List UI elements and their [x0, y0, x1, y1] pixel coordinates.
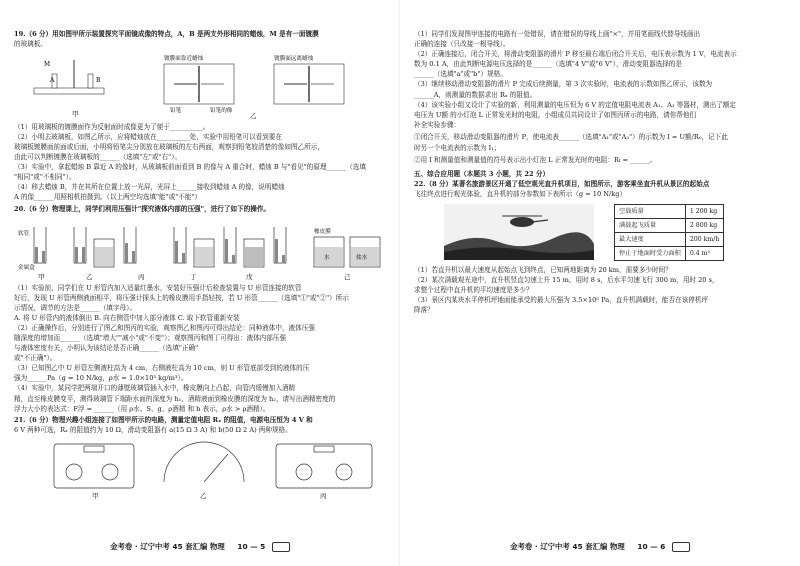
q21c-line-5: ______（选填"a"或"b"）规格。	[414, 70, 507, 79]
q21c-line-10: 补全实验步骤：	[414, 120, 461, 129]
q19-label-M: M	[44, 60, 51, 68]
q19-head: 19.（6 分）用如图甲所示装置探究平面镜成像的特点，A，B 是两支外形相同的蜡烛，M 是有一面镀膜	[14, 30, 319, 38]
q19-label-pencil: 铅笔	[170, 107, 182, 114]
q20-label-ding: 丁	[190, 272, 197, 281]
q20-label-hose: 软管	[18, 230, 30, 237]
q19-label-B: B	[96, 76, 101, 84]
right-footer	[400, 541, 800, 552]
q20-label-yi: 乙	[86, 272, 93, 281]
q21c-line-1: （1）同学们发现图甲连接的电路有一处错误，请在错误的导线上画"×"，并用笔画线代替导线画出	[414, 30, 701, 38]
q21c-line-11: ①闭合开关，移动滑动变阻器的滑片 P，使电流表______（选填"A₁"或"A₂"）的示数为 I = U额/R₀，记下此	[414, 133, 728, 142]
q19-line-4: 由此可以判断镀膜在玻璃板的______（选填"左"或"右"）。	[14, 152, 182, 161]
q21c-line-13: ②用 I 和测量值和测量值的符号表示出小灯泡 L 正常发光时的电阻：Rₗ = ______。	[414, 156, 657, 165]
q20-line-5: （2）正确操作后，分别进行了图乙和图丙的实验，观察图乙和图丙可得出结论：同种液体中，液体压强	[14, 323, 315, 332]
q21c-line-2: 正确的连接（只改接一根导线）。	[414, 40, 510, 49]
q21c-line-9: 电压为 U额 的小灯泡 L 正常发光时的电阻，小组成员共同设计了如图丙所示的电路，请你帮他们	[414, 110, 697, 119]
q20-label-bing: 丙	[138, 272, 145, 281]
q21c-line-3: （2）正确连接后，闭合开关，将滑动变阻器的滑片 P 移至最右端后闭合开关后，电压表示数为 1 V，电流表示	[414, 50, 737, 59]
q21c-line-8: （4）该实验小组又设计了实验的新，利用测量的电压恒为 6 V 的定值电阻电流表 A₁、A₂ 等器材，测出了额定	[414, 100, 736, 109]
q21c-line-7: ______A，则测量的数据求出 Rₓ 的阻值。	[414, 90, 537, 99]
right-column	[414, 30, 790, 316]
q20-label-jia: 甲	[38, 272, 45, 281]
q19-line-1: （1）用玻璃板的镀膜面作为反射面时成像更为了便于__________。	[14, 122, 210, 131]
q22-question-3b: 降落？	[414, 306, 434, 315]
q21-label-bing: 丙	[320, 491, 327, 500]
q20-line-1: （1）实验前，同学们在 U 形管内加入适量红墨水，安装好压强计后检查装置与 U 形管连接的软管	[14, 283, 302, 292]
q20-label-wu: 戊	[246, 272, 253, 281]
table-row	[615, 219, 724, 233]
q19-line-5: （3）实验中，拿起蜡烛 B 靠近 A 的像时，从玻璃板前面看到 B 的像与 A 重合时，蜡烛 B 与"看见"的原理______（选填	[14, 163, 366, 172]
q20-line-2: 好后，发现 U 形管两侧液面相平，将压强计探头上的橡皮膜用手指轻按，若 U 形管______（选填"①"或"②"）所示	[14, 293, 349, 302]
section-5-heading: 五、综合应用题（本题共 3 小题，共 22 分）	[414, 169, 550, 178]
table-cell: 200 km/h	[685, 233, 723, 247]
table-cell: 2 800 kg	[685, 219, 723, 233]
q22-figure-area	[414, 202, 790, 264]
q20-line-9: （3）已知图乙中 U 形管左侧液柱高为 4 cm，右侧液柱高为 10 cm，则 U 形管底部受到的液体的压	[14, 364, 310, 373]
q19-figure	[14, 52, 384, 120]
q19-line-6: "相同"或"不相同"）。	[14, 173, 76, 182]
q19-label-jia: 甲	[72, 109, 79, 118]
q20-line-6: 随深度的增加而______（选填"增大""减小"或"不变"）；观察图丙和图丁可得出：液体内部压强	[14, 334, 287, 342]
q20-label-probe: 金属盒	[18, 264, 35, 271]
q20-label-membrane: 橡皮膜	[314, 228, 331, 235]
q19-label-coated-far: 镀膜面远离蜡烛	[274, 55, 314, 62]
q19-label-A: A	[50, 76, 55, 84]
q21-label-yi: 乙	[200, 491, 207, 500]
right-footer-page: 10 — 6	[637, 542, 666, 551]
q20-line-8: 或"不正确"）。	[14, 354, 57, 363]
q21-head: 21.（6 分）物理兴趣小组连接了如图甲所示的电路，测量定值电阻 Rₓ 的阻值，电源电压恒为 4 V 和	[14, 416, 313, 425]
q20-label-brine: 盐水	[356, 254, 368, 261]
table-cell: 0.4 m²	[685, 247, 723, 261]
left-footer-text: 金考卷 · 辽宁中考 45 套汇编 物理	[110, 542, 225, 551]
q19-label-yi: 乙	[250, 111, 257, 120]
q21-head2: 6 V 两种可选，Rₓ 的阻值约为 10 Ω，滑动变阻器有 a(15 Ω 3 A) 和 b(50 Ω 2 A) 两种规格。	[14, 426, 292, 435]
q19-line-2: （2）小明去玻璃板，如图乙所示，应将蜡烛放在__________处，实验中用铅笔可以看到要在	[14, 132, 282, 141]
right-page	[400, 0, 800, 566]
q20-line-12: 精，直至橡皮膜变平，测得玻璃管下端距水面的深度为 h₁，酒精液面到橡皮膜的深度为 h₂，请写出酒精密度的	[14, 394, 336, 403]
q20-line-4: A. 将 U 形管内的液体倒出 B. 向右侧管中加入部分液体 C. 取下软管重新安装	[14, 313, 240, 322]
q22-question-3: （3）景区内某块水平停机坪地面能承受的最大压强为 3.5×10⁵ Pa，直升机满载时，能否在该停机坪	[414, 296, 709, 305]
q21c-line-4: 数为 0.1 A，由此判断电源电压选择的是______（选填"4 V"或"6 V"），滑动变阻器选择的是	[414, 60, 682, 69]
q22-line-2: 飞往终点进行观光体验，直升机的部分参数如下表所示（g = 10 N/kg）	[414, 190, 627, 199]
q22-question-2: （2）某次满载观光途中，直升机竖直匀速上升 15 m，用时 8 s，后水平匀速飞行 300 m，用时 20 s，	[414, 276, 719, 285]
q22-question-2b: 求整个过程中直升机的平均速度是多少？	[414, 286, 533, 295]
right-footer-text: 金考卷 · 辽宁中考 45 套汇编 物理	[510, 542, 625, 551]
q19-label-pencil-image: 铅笔的像	[210, 107, 233, 114]
q21c-line-6: （3）继续移动滑动变阻器的滑片 P 完成后续测量，第 3 次实验时，电流表的示数如图乙所示，该数为	[414, 80, 713, 89]
q21-figure	[14, 438, 384, 500]
table-cell: 1 200 kg	[685, 205, 723, 219]
q20-label-ji: 己	[344, 272, 351, 281]
table-cell: 停止于地面时受力面积	[615, 247, 686, 261]
left-footer-page: 10 — 5	[237, 542, 266, 551]
table-row	[615, 205, 724, 219]
q20-head: 20.（6 分）物理课上，同学们利用压强计"探究液体内部的压强"，进行了如下的操作。	[14, 204, 271, 213]
q20-line-10: 强为______Pa（g = 10 N/kg，ρ水 = 1.0×10³ kg/m³）。	[14, 374, 188, 383]
q20-line-11: （4）实验中，某同学把两端开口的薄壁玻璃管插入水中，橡皮膜向上凸起，向管内缓慢加入酒精	[14, 384, 296, 393]
left-footer	[0, 541, 400, 552]
q19-line-3: 玻璃板镀膜面前面或后面，小明将铅笔尖分别放在玻璃板的左右两面，观察到铅笔较清楚的像如图乙所示，	[14, 142, 324, 151]
publisher-logo-icon	[272, 542, 290, 552]
helicopter-photo	[444, 204, 594, 260]
q20-line-13: 浮力大小的表达式：F浮 = ______（用 ρ水、S、g、ρ酒精 和 h 表示，ρ水 > ρ酒精）。	[14, 404, 270, 413]
q20-line-3: 示情况，调节的方法是______（填字母）。	[14, 303, 136, 312]
table-cell: 满载起飞质量	[615, 219, 686, 233]
table-row	[615, 233, 724, 247]
left-column	[14, 30, 384, 503]
q20-figure	[14, 217, 384, 281]
q21-label-jia: 甲	[92, 491, 99, 500]
q20-line-7: 与液体密度有关，小明认为该结论是否正确______（选填"正确"	[14, 344, 199, 353]
q19-head2: 的玻璃板。	[14, 40, 47, 49]
table-row	[615, 247, 724, 261]
q22-line-1: 22.（8 分）某著名旅游景区开通了低空观光直升机项目，如图所示，游客乘坐直升机从景区的起始点	[414, 180, 710, 189]
q19-label-coated-near: 镀膜面靠近蜡烛	[164, 55, 204, 62]
q22-question-1: （1）若直升机以最大速度从起始点飞到终点，已知两地距离为 20 km，需要多少时间？	[414, 266, 672, 274]
q19-line-8: A 的像______用照相机拍摄到。（以上两空均选填"能"或"不能"）	[14, 193, 202, 202]
table-cell: 空载质量	[615, 205, 686, 219]
publisher-logo-icon	[672, 542, 690, 552]
table-cell: 最大速度	[615, 233, 686, 247]
q19-line-7: （4）移去蜡烛 B，并在其所在位置上放一光屏，光屏上______接收到蜡烛 A 的像，说明蜡烛	[14, 183, 285, 192]
helicopter-spec-table	[614, 204, 724, 261]
q21c-line-12: 时另一个电流表的示数为 I₁；	[414, 143, 501, 152]
q20-label-water: 水	[324, 254, 330, 261]
